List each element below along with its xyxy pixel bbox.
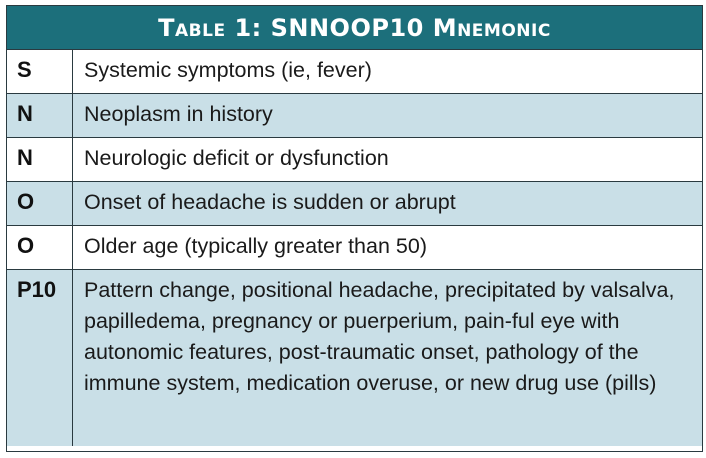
row-letter: O bbox=[7, 182, 73, 225]
table-row bbox=[7, 138, 702, 182]
table-row bbox=[7, 270, 702, 446]
row-letter: P10 bbox=[7, 270, 73, 446]
row-description: Neoplasm in history bbox=[84, 102, 273, 126]
row-description: Older age (typically greater than 50) bbox=[84, 234, 427, 258]
table-row bbox=[7, 226, 702, 270]
row-description: Systemic symptoms (ie, fever) bbox=[84, 58, 372, 82]
row-letter: N bbox=[7, 138, 73, 181]
row-description: Onset of headache is sudden or abrupt bbox=[84, 190, 456, 214]
row-letter: O bbox=[7, 226, 73, 269]
row-letter: S bbox=[7, 50, 73, 93]
table-row bbox=[7, 50, 702, 94]
row-letter: N bbox=[7, 94, 73, 137]
table-body bbox=[7, 50, 702, 446]
table-row bbox=[7, 94, 702, 138]
row-description: Neurologic deficit or dysfunction bbox=[84, 146, 389, 170]
row-description: Pattern change, positional headache, precipitated by valsalva, papilledema, pregnancy or puerperium, pain-ful eye with autonomic features, post-traumatic onset, pathology of the immune system, medication overuse, or new drug use (pills) bbox=[84, 278, 675, 395]
table-title: Table 1: SNNOOP10 Mnemonic bbox=[7, 6, 702, 50]
snnoop10-table bbox=[6, 5, 703, 452]
table-row bbox=[7, 182, 702, 226]
